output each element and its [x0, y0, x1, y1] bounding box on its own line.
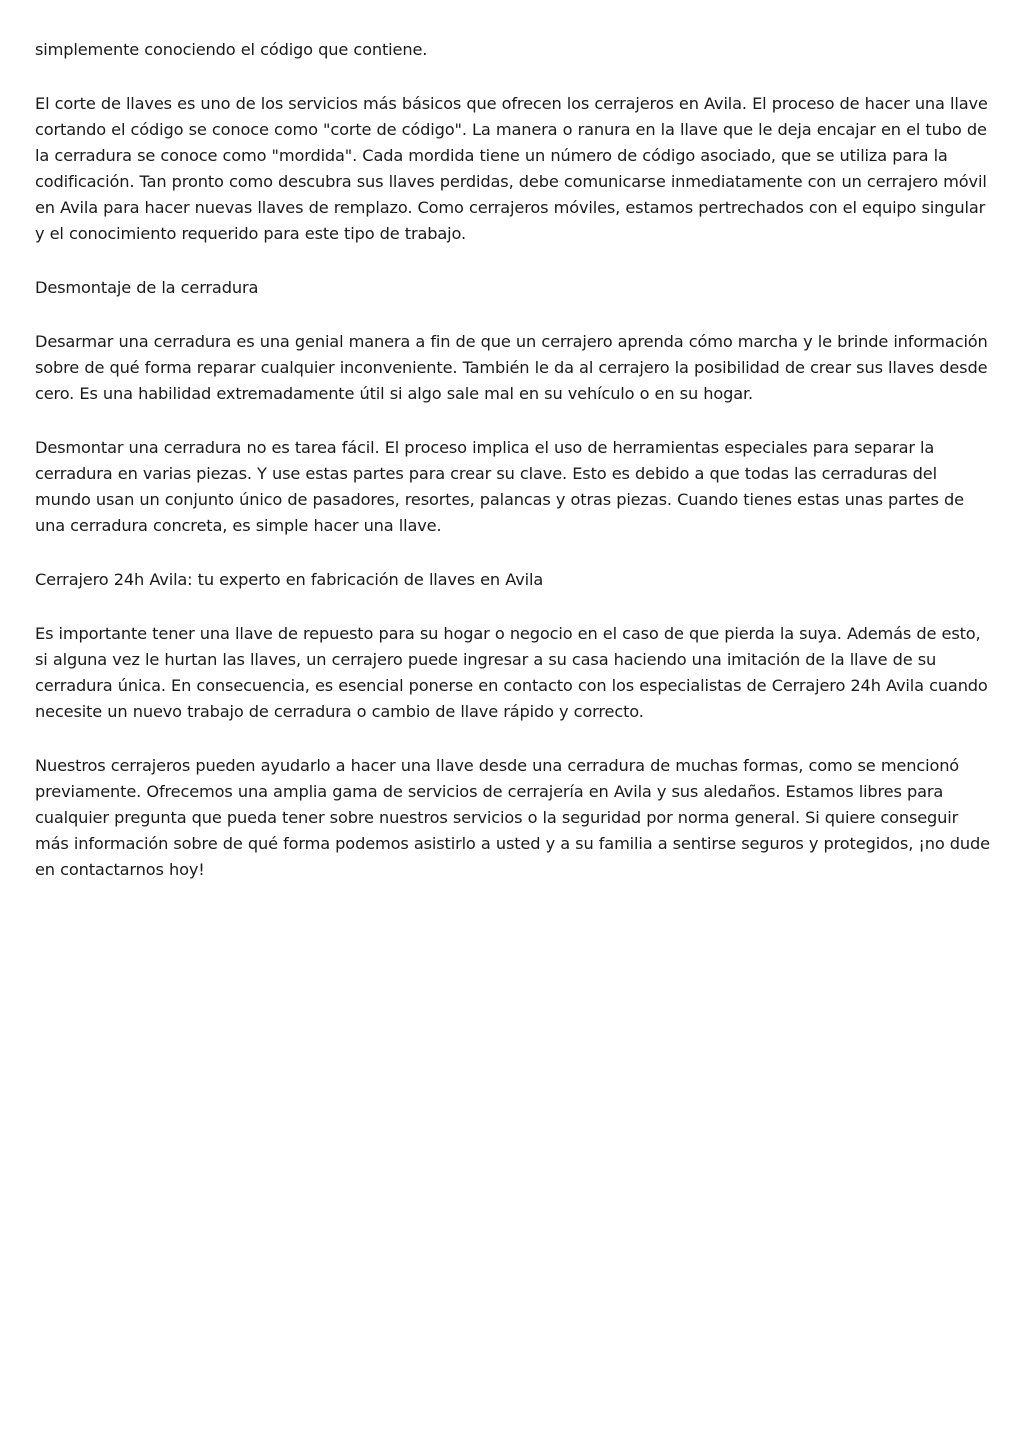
section-heading-key-expert: Cerrajero 24h Avila: tu experto en fabricación de llaves en Avila	[35, 570, 544, 589]
paragraph-spare-key: Es importante tener una llave de repuesto para su hogar o negocio en el caso de que pierda la suya. Además de esto, si alguna vez le hurtan las llaves, un cerrajero puede ingresar a su casa haciendo una imitación de la llave de su cerradura única. En consecuencia, es esencial ponerse en contacto con los especialistas de Cerrajero 24h Avila cuando necesite un nuevo trabajo de cerradura o cambio de llave rápido y correcto.	[35, 624, 988, 721]
paragraph-continuation: simplemente conociendo el código que contiene.	[35, 40, 428, 59]
paragraph-disassembly-intro: Desarmar una cerradura es una genial manera a fin de que un cerrajero aprenda cómo marcha y le brinde información sobre de qué forma reparar cualquier inconveniente. También le da al cerrajero la posibilidad de crear sus llaves desde cero. Es una habilidad extremadamente útil si algo sale mal en su vehículo o en su hogar.	[35, 332, 988, 403]
document-page	[35, 37, 995, 911]
paragraph-key-cutting: El corte de llaves es uno de los servicios más básicos que ofrecen los cerrajeros en Avila. El proceso de hacer una llave cortando el código se conoce como "corte de código". La manera o ranura en la llave que le deja encajar en el tubo de la cerradura se conoce como "mordida". Cada mordida tiene un número de código asociado, que se utiliza para la codificación. Tan pronto como descubra sus llaves perdidas, debe comunicarse inmediatamente con un cerrajero móvil en Avila para hacer nuevas llaves de remplazo. Como cerrajeros móviles, estamos pertrechados con el equipo singular y el conocimiento requerido para este tipo de trabajo.	[35, 94, 988, 243]
paragraph-disassembly-process: Desmontar una cerradura no es tarea fácil. El proceso implica el uso de herramientas especiales para separar la cerradura en varias piezas. Y use estas partes para crear su clave. Esto es debido a que todas las cerraduras del mundo usan un conjunto único de pasadores, resortes, palancas y otras piezas. Cuando tienes estas unas partes de una cerradura concreta, es simple hacer una llave.	[35, 438, 964, 535]
paragraph-contact: Nuestros cerrajeros pueden ayudarlo a hacer una llave desde una cerradura de muchas formas, como se mencionó previamente. Ofrecemos una amplia gama de servicios de cerrajería en Avila y sus aledaños. Estamos libres para cualquier pregunta que pueda tener sobre nuestros servicios o la seguridad por norma general. Si quiere conseguir más información sobre de qué forma podemos asistirlo a usted y a su familia a sentirse seguros y protegidos, ¡no dude en contactarnos hoy!	[35, 756, 990, 879]
section-heading-disassembly: Desmontaje de la cerradura	[35, 278, 259, 297]
